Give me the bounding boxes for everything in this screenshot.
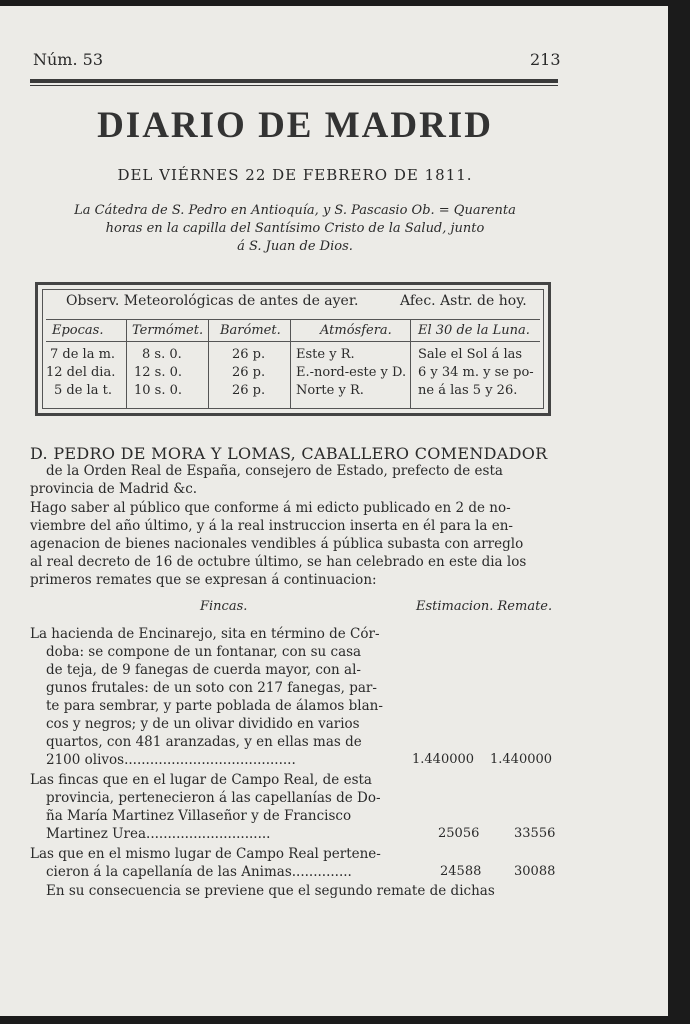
weather-table [35, 282, 551, 416]
weather-atmosfera: Este y R. [296, 347, 355, 362]
weather-termometro: 12 s. 0. [134, 365, 183, 380]
column-header-estimacion-remate: Estimacion. Remate. [416, 599, 553, 614]
item-remate: 33556 [514, 826, 556, 841]
masthead-title: DIARIO DE MADRID [97, 105, 493, 146]
saints-line: horas en la capilla del Santísimo Cristo de la Salud, junto [105, 221, 485, 236]
item-remate: 1.440000 [490, 752, 553, 767]
weather-barometro: 26 p. [232, 347, 266, 362]
article-intro-line: provincia de Madrid &c. [30, 481, 198, 497]
article-body-line: agenacion de bienes nacionales vendibles á pública subasta con arreglo [30, 536, 524, 552]
article-intro-line: de la Orden Real de España, consejero de Estado, prefecto de esta [46, 463, 503, 479]
item-line: Las que en el mismo lugar de Campo Real pertene- [30, 846, 381, 862]
weather-atmosfera: Norte y R. [296, 383, 364, 398]
item-line: quartos, con 481 aranzadas, y en ellas mas de [46, 734, 362, 750]
item-estimacion: 25056 [438, 826, 480, 841]
column-header-barometro: Barómet. [220, 323, 281, 338]
article-heading: D. PEDRO DE MORA Y LOMAS, CABALLERO COMENDADOR [30, 444, 548, 463]
header-rule [30, 79, 558, 83]
header-rule-thin [30, 85, 558, 86]
weather-heading-right: Afec. Astr. de hoy. [400, 293, 527, 309]
newspaper-page [0, 6, 668, 1016]
item-line: La hacienda de Encinarejo, sita en término de Cór- [30, 626, 380, 642]
weather-epoca: 5 de la t. [54, 383, 112, 398]
weather-divider [46, 341, 540, 342]
weather-column-divider [126, 319, 127, 409]
item-line: te para sembrar, y parte poblada de álamos blan- [46, 698, 383, 714]
column-header-epocas: Epocas. [52, 323, 104, 338]
item-line: provincia, pertenecieron á las capellanías de Do- [46, 790, 381, 806]
weather-epoca: 12 del dia. [46, 365, 116, 380]
issue-date: DEL VIÉRNES 22 DE FEBRERO DE 1811. [117, 166, 473, 184]
weather-epoca: 7 de la m. [50, 347, 116, 362]
weather-heading-left: Observ. Meteorológicas de antes de ayer. [66, 293, 359, 309]
item-line: Martinez Urea............................. [46, 826, 271, 842]
article-body-line: Hago saber al público que conforme á mi edicto publicado en 2 de no- [30, 500, 511, 516]
item-line: ña María Martinez Villaseñor y de Francisco [46, 808, 352, 824]
item-remate: 30088 [514, 864, 556, 879]
item-estimacion: 24588 [440, 864, 482, 879]
weather-atmosfera: E.-nord-este y D. [296, 365, 407, 380]
saints-line: La Cátedra de S. Pedro en Antioquía, y S. Pascasio Ob. = Quarenta [74, 203, 516, 218]
column-header-termometro: Termómet. [132, 323, 204, 338]
page-number: 213 [530, 50, 561, 69]
luna-line: Sale el Sol á las [418, 347, 523, 362]
item-line: doba: se compone de un fontanar, con su casa [46, 644, 362, 660]
article-body-line: al real decreto de 16 de octubre último, se han celebrado en este dia los [30, 554, 527, 570]
item-line: 2100 olivos........................................ [46, 752, 296, 768]
column-header-luna: El 30 de la Luna. [418, 323, 530, 338]
weather-termometro: 8 s. 0. [142, 347, 182, 362]
item-line: gunos frutales: de un soto con 217 fanegas, par- [46, 680, 377, 696]
item-estimacion: 1.440000 [412, 752, 475, 767]
weather-column-divider [208, 319, 209, 409]
weather-column-divider [290, 319, 291, 409]
luna-line: ne á las 5 y 26. [418, 383, 518, 398]
saints-line: á S. Juan de Dios. [237, 239, 353, 254]
issue-number: Núm. 53 [33, 50, 104, 69]
weather-barometro: 26 p. [232, 365, 266, 380]
weather-divider [46, 319, 540, 320]
item-line: Las fincas que en el lugar de Campo Real, de esta [30, 772, 372, 788]
column-header-fincas: Fincas. [200, 599, 248, 614]
article-body-line: viembre del año último, y á la real instruccion inserta en él para la en- [30, 518, 513, 534]
article-body-line: En su consecuencia se previene que el segundo remate de dichas [46, 883, 495, 899]
article-body-line: primeros remates que se expresan á continuacion: [30, 572, 377, 588]
weather-termometro: 10 s. 0. [134, 383, 183, 398]
luna-line: 6 y 34 m. y se po- [418, 365, 534, 380]
weather-column-divider [410, 319, 411, 409]
weather-barometro: 26 p. [232, 383, 266, 398]
item-line: de teja, de 9 fanegas de cuerda mayor, con al- [46, 662, 361, 678]
item-line: cieron á la capellanía de las Animas.............. [46, 864, 352, 880]
item-line: cos y negros; y de un olivar dividido en varios [46, 716, 360, 732]
column-header-atmosfera: Atmósfera. [320, 323, 392, 338]
